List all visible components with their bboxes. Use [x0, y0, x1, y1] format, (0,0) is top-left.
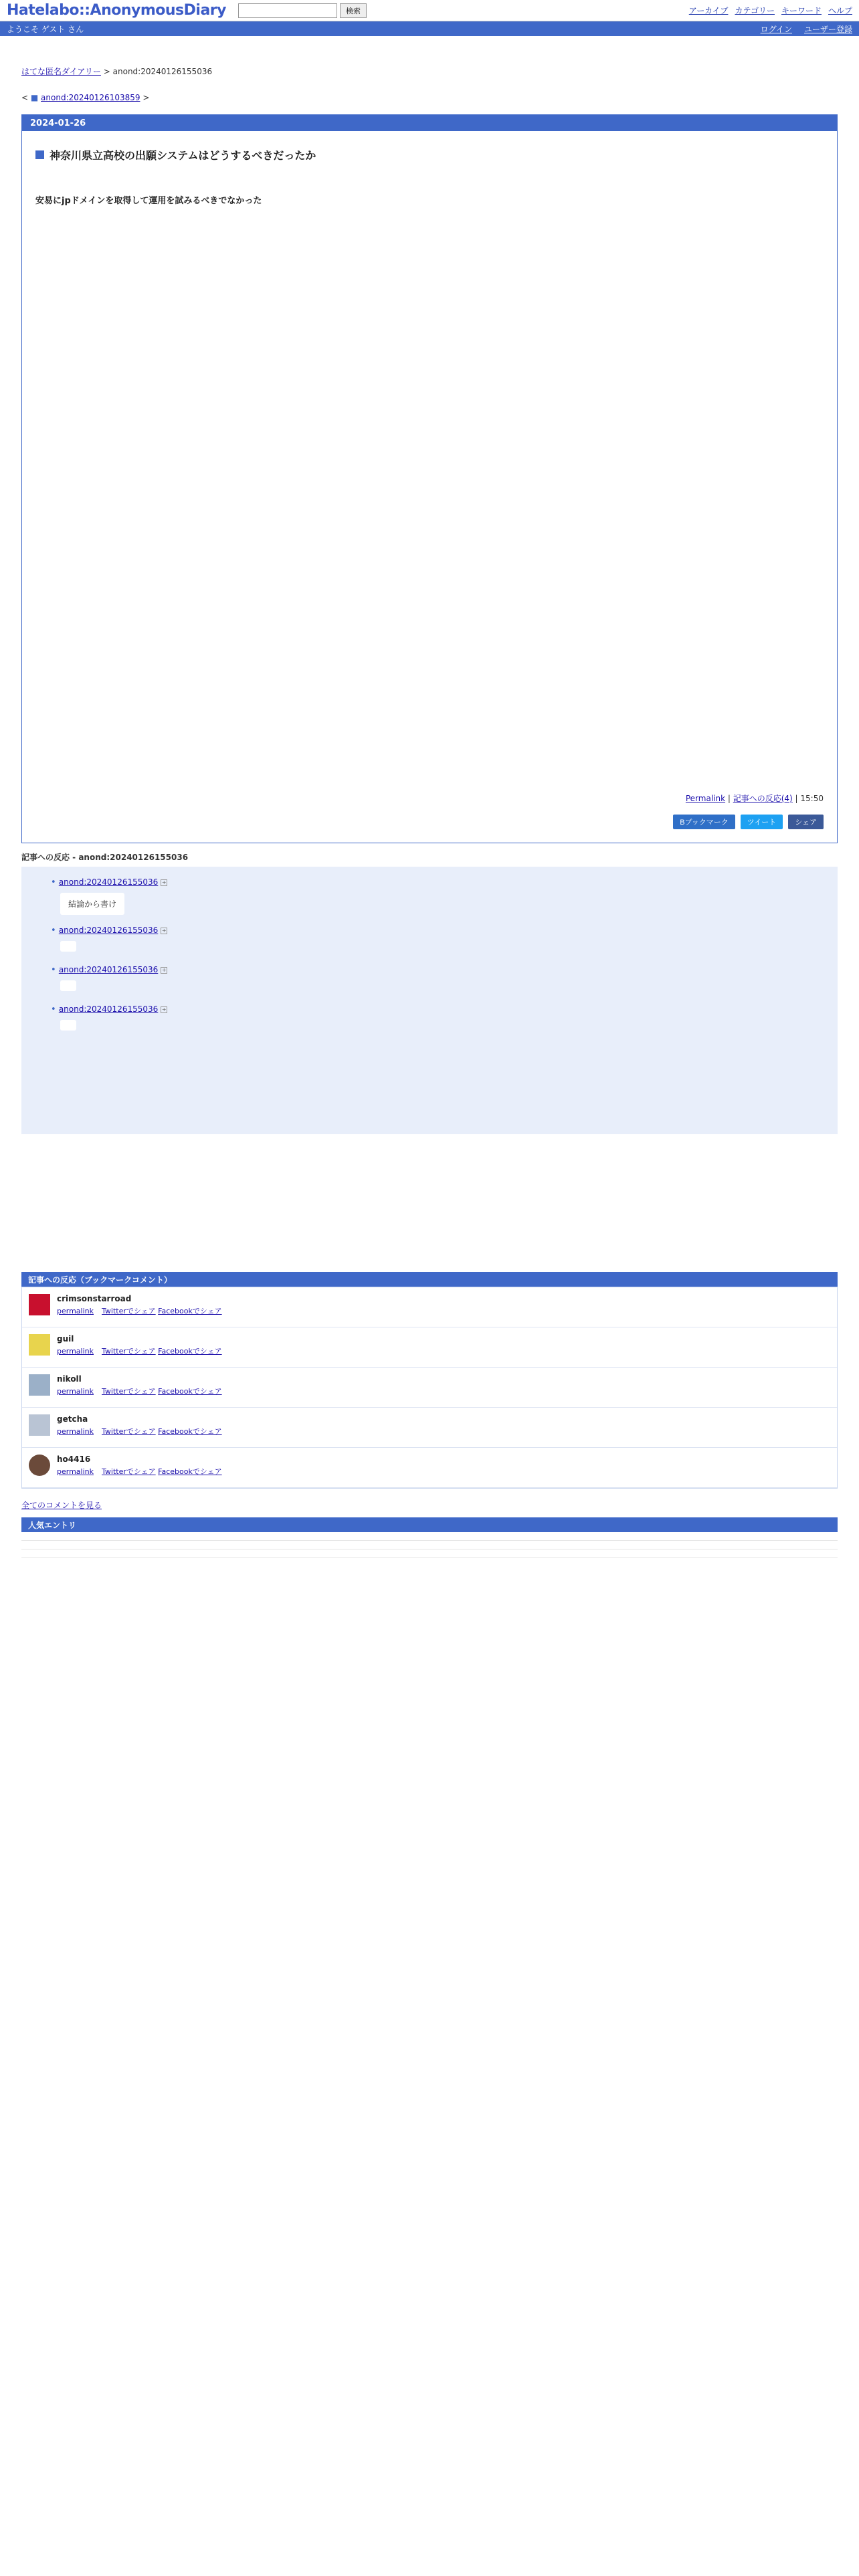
share-buttons	[673, 815, 824, 829]
tweet-button[interactable]: ツイート	[741, 815, 783, 829]
reactions-title: 記事への反応 - anond:20240126155036	[21, 853, 189, 862]
bookmark-item	[22, 1448, 837, 1488]
reaction-text	[60, 941, 76, 952]
breadcrumb-home[interactable]: はてな匿名ダイアリー	[21, 67, 101, 76]
breadcrumb-current: anond:20240126155036	[112, 67, 213, 76]
popular-item	[21, 1549, 838, 1558]
facebook-share-button[interactable]: シェア	[788, 815, 824, 829]
bookmark-permalink[interactable]: permalink	[57, 1307, 94, 1315]
bookmark-meta	[57, 1466, 222, 1477]
bookmark-facebook-share[interactable]: Facebookでシェア	[158, 1307, 222, 1315]
bookmark-facebook-share[interactable]: Facebookでシェア	[158, 1347, 222, 1356]
reaction-link[interactable]: anond:20240126155036	[58, 1004, 159, 1014]
bookmark-comments-title: 記事への反応（ブックマークコメント）	[21, 1272, 838, 1287]
bookmark-item	[22, 1408, 837, 1448]
nav-keyword[interactable]: キーワード	[781, 6, 822, 15]
bookmark-user[interactable]: nikoll	[57, 1374, 82, 1384]
reactions-list	[21, 867, 838, 1134]
prev-entry-link[interactable]: anond:20240126103859	[41, 93, 140, 102]
entry-title-row	[35, 147, 824, 163]
avatar[interactable]	[29, 1414, 50, 1436]
bookmark-twitter-share[interactable]: Twitterでシェア	[102, 1467, 156, 1476]
breadcrumb-separator: >	[103, 67, 110, 76]
bookmark-permalink[interactable]: permalink	[57, 1427, 94, 1436]
entry	[21, 114, 838, 843]
search-input[interactable]	[238, 3, 337, 18]
register-link[interactable]: ユーザー登録	[803, 24, 852, 34]
reaction-text	[60, 1020, 76, 1031]
bookmark-permalink[interactable]: permalink	[57, 1347, 94, 1356]
search-button[interactable]: 検索	[340, 3, 367, 18]
main-content	[21, 66, 838, 1558]
avatar[interactable]	[29, 1294, 50, 1315]
nav-category[interactable]: カテゴリー	[735, 6, 775, 15]
reaction-item: • anond:20240126155036 +	[51, 1004, 808, 1033]
reactions-link[interactable]: 記事への反応(4)	[733, 794, 793, 803]
bookmark-permalink[interactable]: permalink	[57, 1387, 94, 1396]
permalink-link[interactable]: Permalink	[685, 794, 726, 803]
popular-entries	[21, 1517, 838, 1558]
entry-title[interactable]: 神奈川県立高校の出願システムはどうするべきだったか	[50, 149, 316, 162]
bookmark-user[interactable]: ho4416	[57, 1455, 91, 1464]
expand-icon[interactable]: +	[161, 927, 167, 934]
expand-icon[interactable]: +	[161, 1006, 167, 1012]
reaction-item: • anond:20240126155036 +	[51, 926, 808, 954]
bookmark-meta	[57, 1346, 222, 1356]
bookmark-twitter-share[interactable]: Twitterでシェア	[102, 1387, 156, 1396]
prev-suffix: >	[140, 93, 150, 102]
reaction-link[interactable]: anond:20240126155036	[58, 965, 159, 974]
bookmark-user[interactable]: crimsonstarroad	[57, 1294, 132, 1303]
bookmark-meta	[57, 1305, 222, 1316]
bookmark-permalink[interactable]: permalink	[57, 1467, 94, 1476]
bookmark-item	[22, 1327, 837, 1368]
nav-archive[interactable]: アーカイブ	[688, 6, 729, 15]
reaction-link[interactable]: anond:20240126155036	[58, 877, 159, 887]
breadcrumb	[21, 66, 838, 77]
reaction-link[interactable]: anond:20240126155036	[58, 926, 159, 935]
login-link[interactable]: ログイン	[760, 24, 792, 34]
reaction-text: 結論から書け	[60, 893, 124, 915]
top-nav	[689, 5, 852, 16]
square-icon: ■	[30, 93, 39, 102]
bookmark-list	[21, 1287, 838, 1489]
title-square-icon	[35, 150, 44, 159]
bookmark-comments	[21, 1272, 838, 1511]
bookmark-meta	[57, 1426, 222, 1436]
avatar[interactable]	[29, 1455, 50, 1476]
bookmark-meta	[57, 1386, 222, 1396]
reaction-item: • anond:20240126155036 +	[51, 965, 808, 994]
reaction-text	[60, 980, 76, 991]
bookmark-user[interactable]: guil	[57, 1334, 74, 1344]
bookmark-user[interactable]: getcha	[57, 1414, 88, 1424]
entry-footer: Permalink | 記事への反応(4) | 15:50	[685, 794, 824, 803]
prev-entry-nav	[21, 93, 838, 102]
bookmark-twitter-share[interactable]: Twitterでシェア	[102, 1347, 156, 1356]
expand-icon[interactable]: +	[161, 879, 167, 885]
avatar[interactable]	[29, 1334, 50, 1356]
welcome-text: ようこそ ゲスト さん	[7, 24, 84, 34]
nav-help[interactable]: ヘルプ	[828, 6, 852, 15]
entry-time: 15:50	[800, 794, 824, 803]
reaction-item: • anond:20240126155036 + 結論から書け	[51, 877, 808, 915]
top-bar	[0, 0, 859, 21]
prev-arrow: <	[21, 93, 31, 102]
popular-item	[21, 1532, 838, 1541]
user-bar	[0, 21, 859, 36]
bookmark-facebook-share[interactable]: Facebookでシェア	[158, 1427, 222, 1436]
all-comments-link[interactable]: 全てのコメントを見る	[21, 1501, 102, 1510]
bookmark-facebook-share[interactable]: Facebookでシェア	[158, 1387, 222, 1396]
expand-icon[interactable]: +	[161, 966, 167, 973]
entry-date: 2024-01-26	[22, 115, 837, 131]
popular-item	[21, 1541, 838, 1549]
section-heading: 安易にjpドメインを取得して運用を試みるべきでなかった	[35, 196, 262, 206]
site-logo[interactable]: Hatelabo::AnonymousDiary	[7, 2, 226, 19]
bookmark-twitter-share[interactable]: Twitterでシェア	[102, 1427, 156, 1436]
bookmark-item	[22, 1287, 837, 1327]
bookmark-twitter-share[interactable]: Twitterでシェア	[102, 1307, 156, 1315]
popular-title: 人気エントリ	[21, 1517, 838, 1532]
bookmark-button[interactable]: Bブックマーク	[673, 815, 735, 829]
bookmark-facebook-share[interactable]: Facebookでシェア	[158, 1467, 222, 1476]
bookmark-item	[22, 1368, 837, 1408]
avatar[interactable]	[29, 1374, 50, 1396]
